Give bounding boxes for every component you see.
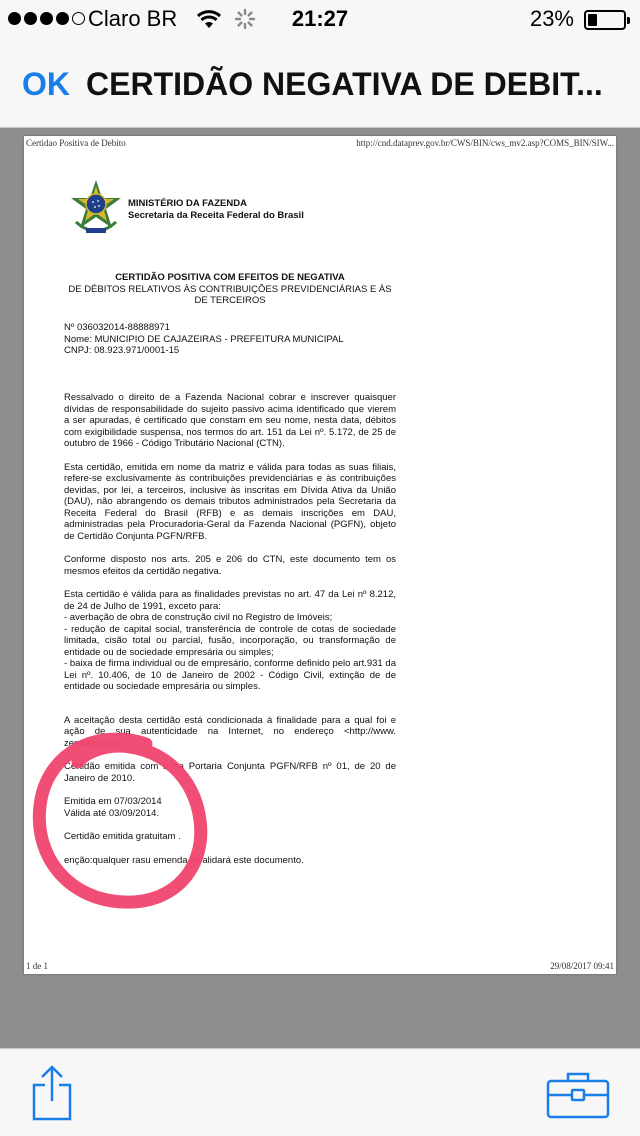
certificate-body xyxy=(64,392,396,878)
taxpayer-name: Nome: MUNICIPIO DE CAJAZEIRAS - PREFEITURA MUNICIPAL xyxy=(64,333,344,345)
print-footer-page: 1 de 1 xyxy=(26,961,48,971)
pdf-viewer[interactable] xyxy=(0,128,640,1048)
paragraph-warning: enção:qualquer rasu emenda invalidará este documento. xyxy=(64,854,304,866)
paragraph-acceptance: A aceitação desta certidão está condicionada à finalidade para a qual foi e ação de sua autenticidade na Internet, no endereço <http://www. zenda.gov.br> xyxy=(64,714,396,749)
bottom-toolbar xyxy=(0,1048,640,1136)
battery-icon xyxy=(584,10,626,30)
navigation-bar xyxy=(0,40,640,128)
certificate-title-line1: CERTIDÃO POSITIVA COM EFEITOS DE NEGATIVA xyxy=(115,272,345,283)
certificate-number: Nº 036032014-88888971 xyxy=(64,322,170,333)
pdf-page[interactable] xyxy=(24,136,616,974)
print-header-title: Certidao Positiva de Debito xyxy=(26,138,126,148)
share-icon xyxy=(30,1065,74,1121)
ministry-name: MINISTÉRIO DA FAZENDA xyxy=(128,198,247,209)
toolbox-icon xyxy=(546,1071,610,1119)
print-header-url: http://cnd.dataprev.gov.br/CWS/BIN/cws_mv2.asp?COMS_BIN/SIW... xyxy=(356,138,614,148)
brazil-coat-of-arms-icon xyxy=(68,178,124,238)
print-footer-timestamp: 29/08/2017 09:41 xyxy=(550,961,614,971)
certificate-title xyxy=(60,272,400,307)
certificate-title-line3: DE TERCEIROS xyxy=(194,295,266,306)
certificate-title-line2: DE DÉBITOS RELATIVOS ÀS CONTRIBUIÇÕES PREVIDENCIÁRIAS E ÀS xyxy=(68,283,392,295)
secretariat-name: Secretaria da Receita Federal do Brasil xyxy=(128,210,304,221)
validity-intro: Esta certidão é válida para as finalidades previstas no art. 47 da Lei nº 8.212, de 24 de Julho de 1991, exceto para: xyxy=(64,589,396,612)
issue-date: Emitida em 07/03/2014 xyxy=(64,796,162,807)
battery-percentage: 23% xyxy=(529,6,574,31)
valid-until-date: Válida até 03/09/2014. xyxy=(64,807,160,819)
paragraph-reservation: Ressalvado o direito de a Fazenda Nacional cobrar e inscrever quaisquer dívidas de responsabilidade do sujeito passivo acima identificado que vierem a ser apuradas, é certificado que constam em seu nome, nesta data, débitos com exigibilidade suspensa, nos termos do art. 151 da Lei nº. 5.172, de 25 de outubro de 1966 - Código Tributário Nacional (CTN). xyxy=(64,392,396,449)
document-title: CERTIDÃO NEGATIVA DE DEBIT... xyxy=(86,66,603,102)
share-button[interactable] xyxy=(30,1065,74,1121)
taxpayer-cnpj: CNPJ: 08.923.971/0001-15 xyxy=(64,345,180,356)
ministry-header xyxy=(128,198,304,222)
status-bar xyxy=(0,0,640,40)
markup-toolbox-button[interactable] xyxy=(546,1071,610,1119)
paragraph-free-issuance: Certidão emitida gratuitam . xyxy=(64,831,181,842)
paragraph-issuance-basis: Certidão emitida com b na Portaria Conjunta PGFN/RFB nº 01, de 20 de Janeiro de 2010. xyxy=(64,761,396,784)
ok-button[interactable]: OK xyxy=(22,66,70,102)
validity-exception-1: - averbação de obra de construção civil no Registro de Imóveis; xyxy=(64,612,333,623)
validity-exception-3: - baixa de firma individual ou de empresário, conforme definido pelo art.931 da Lei nº. 10.406, de 10 de Janeiro de 2002 - Código Civil, extinção de de entidade ou sociedade empresária ou simples. xyxy=(64,658,396,692)
taxpayer-identification xyxy=(64,322,344,357)
paragraph-scope: Esta certidão, emitida em nome da matriz e válida para todas as suas filiais, refere-se exclusivamente às contribuições previdenciárias e às contribuições devidas, por lei, a terceiros, inclusive às inscritas em Dívida Ativa da União (DAU), não abrangendo os demais tributos administrados pela Secretaria da Receita Federal do Brasil (RFB) e as demais inscrições em DAU, administradas pela Procuradoria-Geral da Fazenda Nacional (PGFN), objeto de Certidão Conjunta PGFN/RFB. xyxy=(64,461,396,542)
status-time: 21:27 xyxy=(291,6,349,31)
issue-validity-dates xyxy=(64,796,396,819)
paragraph-validity xyxy=(64,589,396,693)
paragraph-effects: Conforme disposto nos arts. 205 e 206 do CTN, este documento tem os mesmos efeitos da certidão negativa. xyxy=(64,554,396,577)
validity-exception-2: - redução de capital social, transferência de controle de cotas de sociedade limitada, cisão total ou parcial, fusão, incorporação, ou transformação de entidade ou de sociedade empresária ou simples; xyxy=(64,623,396,658)
carrier-name: Claro BR xyxy=(88,6,178,31)
